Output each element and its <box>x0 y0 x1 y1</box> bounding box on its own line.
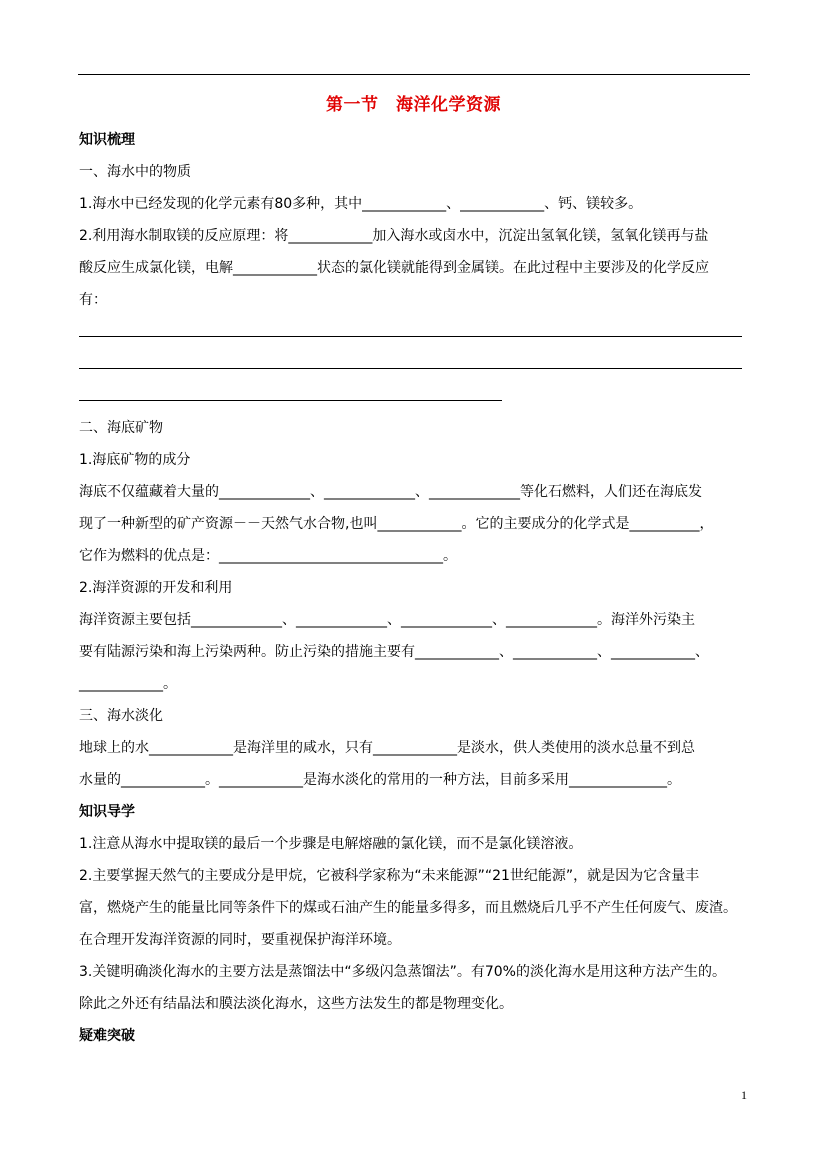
page-number: 1 <box>741 1088 747 1102</box>
guide-item-3-line-1: 3.关键明确淡化海水的主要方法是蒸馏法中“多级闪急蒸馏法”。有70%的淡化海水是用这种方法产生的。 <box>79 964 726 980</box>
section-heading-seawater-substances: 一、海水中的物质 <box>79 164 191 180</box>
page-title: 第一节 海洋化学资源 <box>326 95 501 115</box>
paragraph-fossil-fuels-line-2: 现了一种新型的矿产资源－－天然气水合物,也叫____________。它的主要成分的化学式是__________， <box>79 516 714 532</box>
paragraph-fossil-fuels-line-3: 它作为燃料的优点是：________________________________。 <box>79 548 457 564</box>
answer-line <box>79 380 751 412</box>
paragraph-magnesium-line-2: 酸反应生成氯化镁，电解____________状态的氯化镁就能得到金属镁。在此过程中主要涉及的化学反应 <box>79 260 709 276</box>
heading-difficult-points: 疑难突破 <box>79 1028 135 1044</box>
paragraph-magnesium-line-3: 有： <box>79 292 107 308</box>
guide-item-1: 1.注意从海水中提取镁的最后一个步骤是电解熔融的氯化镁，而不是氯化镁溶液。 <box>79 836 583 852</box>
paragraph-magnesium-line-1: 2.利用海水制取镁的反应原理：将____________加入海水或卤水中，沉淀出氢氧化镁，氢氧化镁再与盐 <box>79 228 709 244</box>
guide-item-2-line-3: 在合理开发海洋资源的同时，要重视保护海洋环境。 <box>79 932 401 948</box>
guide-item-2-line-2: 富，燃烧产生的能量比同等条件下的煤或石油产生的能量多得多，而且燃烧后几乎不产生任何废气、废渣。 <box>79 900 737 916</box>
paragraph-desalination-line-1: 地球上的水____________是海洋里的咸水，只有____________是淡水，供人类使用的淡水总量不到总 <box>79 740 695 756</box>
answer-line <box>79 348 751 380</box>
heading-knowledge-summary: 知识梳理 <box>79 132 135 148</box>
paragraph-elements: 1.海水中已经发现的化学元素有80多种，其中____________、____________、钙、镁较多。 <box>79 196 643 212</box>
section-heading-desalination: 三、海水淡化 <box>79 708 163 724</box>
subheading-ocean-resources: 2.海洋资源的开发和利用 <box>79 580 233 596</box>
header-rule <box>78 74 750 75</box>
answer-line <box>79 316 751 348</box>
guide-item-3-line-2: 除此之外还有结晶法和膜法淡化海水，这些方法发生的都是物理变化。 <box>79 996 513 1012</box>
document-body <box>79 124 751 1052</box>
paragraph-resources-line-3: ____________。 <box>79 676 177 692</box>
paragraph-fossil-fuels-line-1: 海底不仅蕴藏着大量的_____________、_____________、_____________等化石燃料，人们还在海底发 <box>79 484 702 500</box>
paragraph-resources-line-2: 要有陆源污染和海上污染两种。防止污染的措施主要有____________、____________、____________、 <box>79 644 709 660</box>
paragraph-resources-line-1: 海洋资源主要包括_____________、_____________、_____________、_____________。海洋外污染主 <box>79 612 695 628</box>
paragraph-desalination-line-2: 水量的____________。____________是海水淡化的常用的一种方法，目前多采用______________。 <box>79 772 681 788</box>
guide-item-2-line-1: 2.主要掌握天然气的主要成分是甲烷，它被科学家称为“未来能源”“21世纪能源”，就是因为它含量丰 <box>79 868 700 884</box>
subheading-mineral-composition: 1.海底矿物的成分 <box>79 452 191 468</box>
section-heading-seabed-minerals: 二、海底矿物 <box>79 420 163 436</box>
heading-knowledge-guide: 知识导学 <box>79 804 135 820</box>
